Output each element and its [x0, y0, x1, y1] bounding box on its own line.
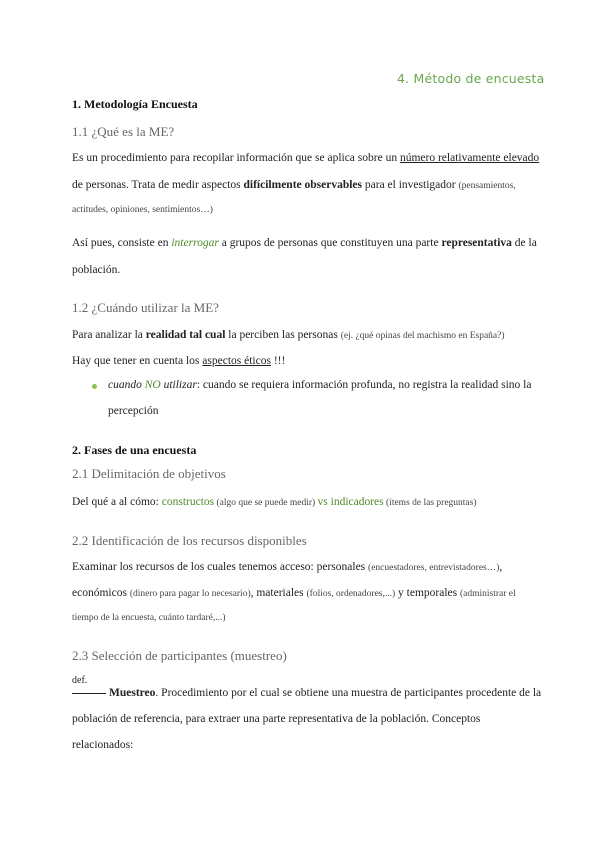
text-span: . Procedimiento por el cual se obtiene una muestra de participantes procedente de la: [155, 687, 542, 699]
small-text: (dinero para pagar lo necesario): [129, 589, 251, 599]
text-span: la perciben las personas: [225, 329, 341, 341]
text-span: : cuando se requiera información profunda, no registra la realidad sino la: [196, 379, 532, 391]
bold-text: representativa: [441, 237, 512, 249]
paragraph-line: relacionados:: [72, 739, 134, 751]
paragraph-line: actitudes, opiniones, sentimientos…): [72, 205, 213, 215]
paragraph-line: [72, 588, 516, 600]
text-span: para el investigador: [362, 179, 459, 191]
green-italic-text: NO: [144, 379, 161, 391]
section-1-title: 1. Metodología Encuesta: [72, 97, 198, 111]
bold-text: Muestreo: [109, 687, 156, 699]
definition-marker: def.: [72, 675, 88, 686]
small-text: (ej. ¿qué opinas del machismo en España?): [340, 331, 505, 341]
subsection-2-2-title: 2.2 Identificación de los recursos disponibles: [72, 533, 307, 548]
text-span: ,: [499, 561, 503, 573]
subsection-1-2-title: 1.2 ¿Cuándo utilizar la ME?: [72, 300, 219, 315]
paragraph-line: [72, 153, 539, 165]
text-span: Examinar los recursos de los cuales tenemos acceso: personales: [72, 561, 369, 573]
subsection-2-3-title: 2.3 Selección de participantes (muestreo): [72, 648, 287, 663]
list-item-continuation: percepción: [108, 405, 159, 417]
text-span: Es un procedimiento para recopilar información que se aplica sobre un: [72, 152, 400, 164]
italic-text: cuando: [108, 379, 145, 391]
subsection-1-1-title: 1.1 ¿Qué es la ME?: [72, 124, 175, 139]
paragraph-line: [72, 688, 541, 700]
text-span: Hay que tener en cuenta los: [72, 355, 203, 367]
small-text: (encuestadores, entrevistadores…): [368, 563, 500, 573]
paragraph-line: [72, 497, 477, 509]
small-text: (algo que se puede medir): [214, 498, 318, 508]
green-text: vs indicadores: [317, 496, 384, 508]
text-span: de la: [511, 237, 537, 249]
underlined-text: número relativamente elevado: [399, 152, 540, 164]
small-text: (folios, ordenadores,...): [306, 589, 396, 599]
dash-line: [72, 693, 106, 694]
text-span: Para analizar la: [72, 329, 146, 341]
text-span: , materiales: [250, 587, 307, 599]
text-span: Así pues, consiste en: [72, 237, 172, 249]
list-item: [108, 380, 531, 392]
page-header: 4. Método de encuesta: [397, 71, 545, 86]
paragraph-line: [72, 180, 516, 192]
green-italic-text: interrogar: [171, 237, 219, 249]
text-span: a grupos de personas que constituyen una parte: [218, 237, 442, 249]
paragraph-line: [72, 330, 505, 342]
subsection-2-1-title: 2.1 Delimitación de objetivos: [72, 466, 226, 481]
paragraph-line: [72, 562, 502, 574]
bullet-dot-icon: [92, 384, 97, 389]
paragraph-line: población de referencia, para extraer una parte representativa de la población. Conceptos: [72, 713, 481, 725]
bold-text: difícilmente observables: [243, 179, 363, 191]
text-span: !!!: [270, 355, 286, 367]
bold-text: realidad tal cual: [145, 329, 226, 341]
green-text: constructos: [161, 496, 215, 508]
text-span: de personas. Trata de medir aspectos: [72, 179, 244, 191]
underlined-text: aspectos éticos: [202, 355, 271, 367]
text-span: económicos: [72, 587, 130, 599]
paragraph-line: [72, 238, 537, 250]
small-text: (administrar el: [459, 589, 516, 599]
italic-text: utilizar: [160, 379, 197, 391]
section-2-title: 2. Fases de una encuesta: [72, 443, 197, 457]
paragraph-line: población.: [72, 264, 121, 276]
small-text: (pensamientos,: [458, 181, 516, 191]
text-span: Del qué a al cómo:: [72, 496, 162, 508]
paragraph-line: [72, 356, 285, 368]
text-span: y temporales: [395, 587, 460, 599]
small-text: (ítems de las preguntas): [383, 498, 477, 508]
paragraph-line: tiempo de la encuesta, cuánto tardaré,...): [72, 613, 226, 623]
